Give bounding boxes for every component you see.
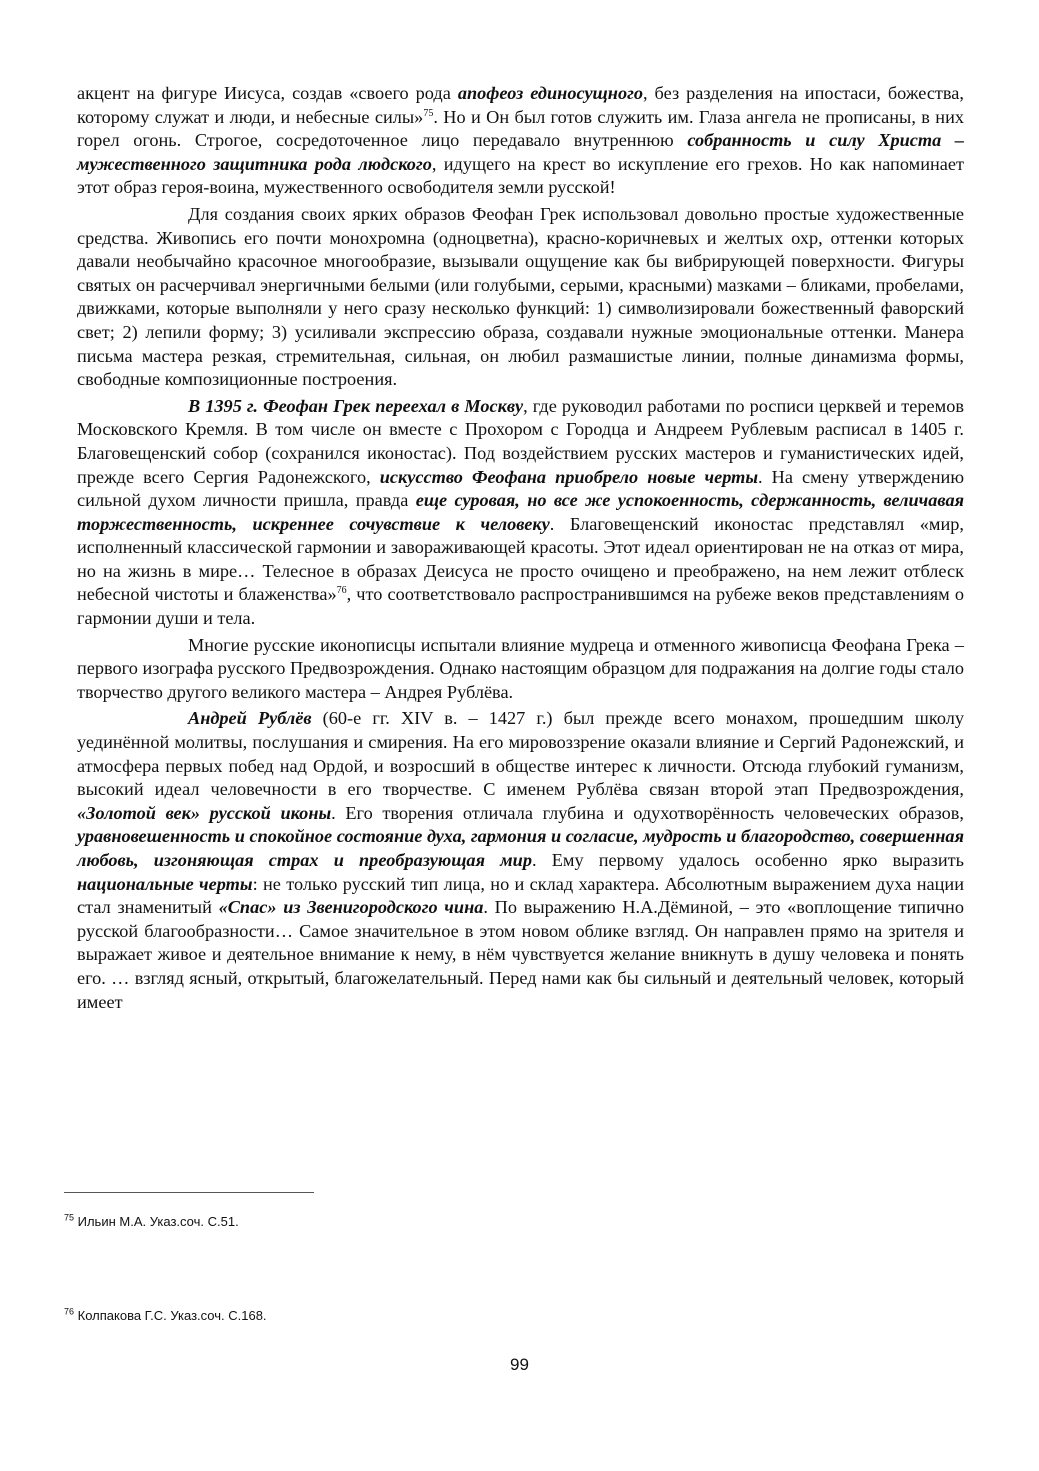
- emphasis-text: «Золотой век» русской иконы: [77, 802, 332, 823]
- text-run: , что соответствовало распространившимся на рубеже веков представлениям о гармонии души и тела.: [77, 584, 964, 629]
- text-run: . Ему первому удалось особенно ярко выразить: [531, 850, 964, 870]
- text-run: (60-е гг. XIV в. – 1427 г.) был прежде всего монахом, прошедшим школу уединённой молитвы, послушания и смирения. На его мировоззрение оказали влияние и Сергий Радонежский, и атмосфера первых побед над Ордой, и возросший в обществе интерес к личности. Отсюда глубокий гуманизм, высокий идеал человечности в его творчестве. С именем Рублёва связан второй этап Предвозрождения,: [77, 708, 964, 800]
- footnote-text: Ильин М.А. Указ.соч. С.51.: [74, 1214, 239, 1229]
- emphasis-text: апофеоз единосущного: [457, 83, 643, 103]
- emphasis-text: национальные черты: [77, 873, 253, 894]
- text-run: , идущего на крест во искупление его грехов. Но как напоминает этот образ героя-воина, мужественного освободителя земли русской!: [77, 153, 964, 198]
- body-text: [77, 82, 964, 1014]
- text-run: . На смену утверждению сильной духом личности пришла, правда: [77, 466, 964, 511]
- text-run: . Благовещенский иконостас представлял «мир, исполненный классической гармонии и завораживающей красоты. Этот идеал ориентирован не на отказ от мира, но на жизнь в мире… Телесное в образах Деисуса не просто очищено и преображено, на нем лежит отблеск небесной чистоты и блаженства»: [77, 513, 964, 605]
- emphasis-text: уравновешенность и спокойное состояние духа, гармония и согласие, мудрость и благородство, совершенная любовь, изгоняющая страх и преобразующая мир: [77, 826, 964, 870]
- emphasis-text: Андрей Рублёв: [188, 708, 312, 729]
- text-run: Для создания своих ярких образов Феофан Грек использовал довольно простые художественные средства. Живопись его почти монохромна (одноцветна), красно-коричневых и желтых охр, оттенки которых давали необычайно красочное многообразие, вызывали ощущение как бы вибрирующей поверхности. Фигуры святых он расчерчивал энергичными белыми (или голубыми, серыми, красными) мазками – бликами, пробелами, движками, которые выполняли у него сразу несколько функций: 1) символизировали божественный фаворский свет; 2) лепили форму; 3) усиливали экспрессию образа, создавали нужные эмоциональные оттенки. Манера письма мастера резкая, стремительная, сильная, он любил размашистые линии, полные динамизма формы, свободные композиционные построения.: [77, 203, 964, 390]
- text-run: : не только русский тип лица, но и склад характера. Абсолютным выражением духа нации стал знаменитый: [77, 873, 964, 918]
- footnote-reference: 76: [336, 585, 347, 597]
- paragraph: [77, 634, 964, 705]
- emphasis-text: «Спас» из Звенигородского чина: [218, 897, 484, 918]
- text-run: . Его творения отличала глубина и одухотворённость человеческих образов,: [331, 802, 964, 823]
- footnote-separator: [64, 1192, 314, 1193]
- text-run: , без разделения на ипостаси, божества, которому служат и люди, и небесные силы»: [77, 83, 964, 127]
- footnote-75: [64, 1214, 664, 1229]
- footnote-number: 75: [64, 1212, 75, 1223]
- emphasis-text: еще суровая, но все же успокоенность, сдержанность, величавая торжественность, искреннее сочувствие к человеку: [77, 490, 964, 534]
- footnote-text: Колпакова Г.С. Указ.соч. С.168.: [74, 1308, 267, 1323]
- paragraph: [77, 395, 964, 631]
- text-run: акцент на фигуре Иисуса, создав «своего рода: [77, 83, 458, 103]
- text-run: Многие русские иконописцы испытали влияние мудреца и отменного живописца Феофана Грека – первого изографа русского Предвозрождения. Однако настоящим образцом для подражания на долгие годы стало творчество другого великого мастера – Андрея Рублёва.: [77, 634, 964, 702]
- emphasis-text: собранность и силу Христа – мужественного защитника рода людского: [77, 130, 964, 174]
- text-run: . Но и Он был готов служить им. Глаза ангела не прописаны, в них горел огонь. Строгое, сосредоточенное лицо передавало внутреннюю: [77, 106, 964, 151]
- paragraph: [77, 82, 964, 200]
- footnote-number: 76: [64, 1306, 75, 1317]
- text-run: , где руководил работами по росписи церквей и теремов Московского Кремля. В том числе он вместе с Прохором с Городца и Андреем Рублевым расписал в 1405 г. Благовещенский собор (сохранился иконостас). Под воздействием русских мастеров и гуманистических идей, прежде всего Сергия Радонежского,: [77, 395, 965, 487]
- emphasis-text: В 1395 г. Феофан Грек переехал в Москву: [188, 395, 524, 416]
- emphasis-text: искусство Феофана приобрело новые черты: [379, 466, 759, 487]
- footnote-reference: 75: [423, 107, 434, 119]
- paragraph: [77, 203, 964, 392]
- paragraph: [77, 707, 964, 1014]
- footnote-76: [64, 1308, 664, 1323]
- text-run: . По выражению Н.А.Дёминой, – это «воплощение типично русской благообразности… Самое значительное в этом новом облике взгляд. Он направлен прямо на зрителя и выражает живое и деятельное внимание к нему, в нём чувствуется желание вникнуть в душу человека и понять его. … взгляд ясный, открытый, благожелательный. Перед нами как бы сильный и деятельный человек, который имеет: [77, 897, 964, 1012]
- page-number: 99: [510, 1355, 529, 1374]
